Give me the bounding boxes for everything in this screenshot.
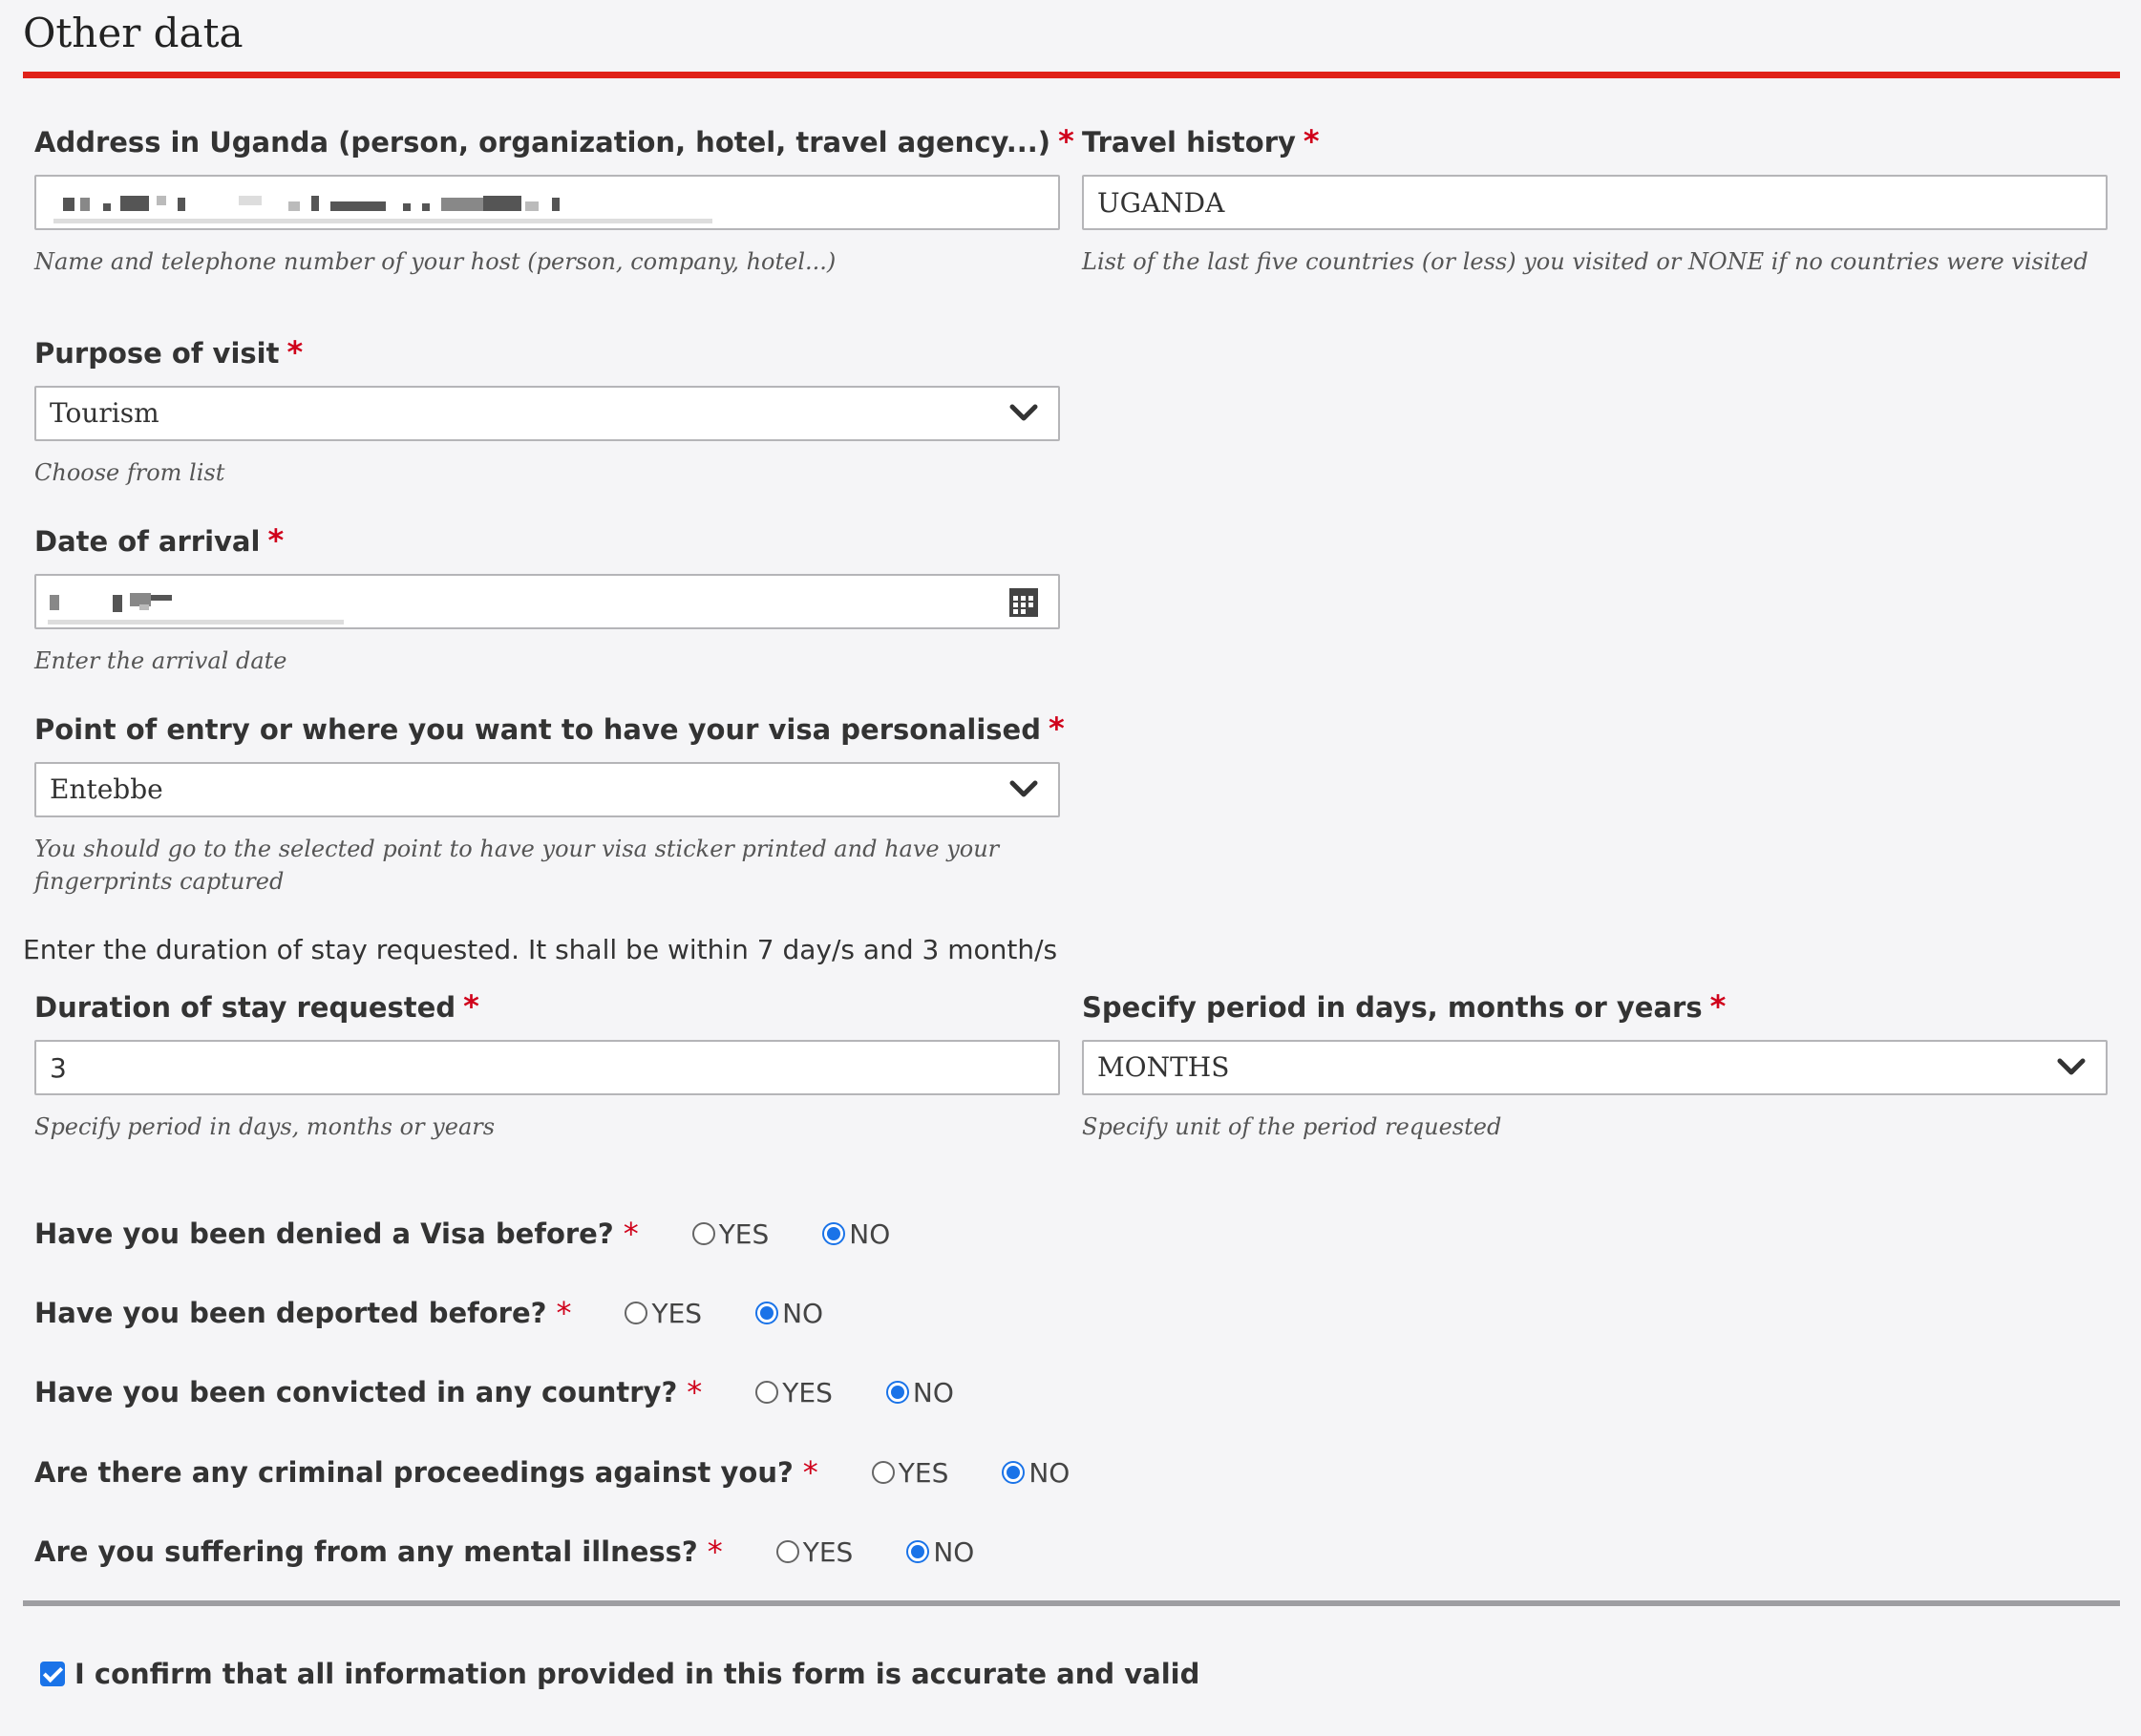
option-label: YES (898, 1456, 949, 1489)
confirm-checkbox[interactable] (40, 1662, 65, 1686)
denied-visa-yes-radio[interactable] (692, 1222, 715, 1245)
convicted-yes-radio[interactable] (755, 1381, 778, 1404)
period-unit-field-group (1082, 987, 2108, 1143)
required-marker: * (623, 1216, 639, 1252)
required-marker: * (463, 988, 479, 1025)
entry-point-selected-value: Entebbe (50, 773, 163, 805)
redacted-address-value (48, 184, 716, 226)
travel-history-label: Travel history * (1082, 123, 1320, 159)
period-unit-selected-value: MONTHS (1097, 1051, 1230, 1083)
duration-label: Duration of stay requested * (34, 988, 479, 1025)
address-field-group (34, 122, 1074, 278)
duration-intro-text: Enter the duration of stay requested. It shall be within 7 day/s and 3 month/s (23, 934, 1058, 965)
question-label: Are you suffering from any mental illness? (34, 1535, 698, 1568)
required-marker: * (687, 1374, 703, 1410)
convicted-yes-option[interactable] (755, 1377, 833, 1408)
duration-help: Specify period in days, months or years (34, 1113, 496, 1140)
question-convicted (34, 1371, 954, 1413)
denied-visa-no-radio[interactable] (822, 1222, 845, 1245)
address-input[interactable] (34, 175, 1060, 230)
confirm-row[interactable] (40, 1658, 1199, 1690)
option-label: NO (933, 1535, 975, 1568)
required-marker: * (802, 1454, 818, 1491)
arrival-help: Enter the arrival date (34, 647, 287, 674)
travel-history-input[interactable] (1084, 177, 2106, 228)
deported-yes-radio[interactable] (625, 1302, 647, 1324)
redacted-date-value (48, 583, 353, 625)
denied-visa-no-option[interactable] (822, 1218, 890, 1250)
question-denied-visa (34, 1213, 890, 1255)
required-marker: * (1048, 710, 1065, 747)
convicted-no-option[interactable] (886, 1377, 954, 1408)
convicted-no-radio[interactable] (886, 1381, 909, 1404)
required-marker: * (707, 1534, 723, 1570)
denied-visa-yes-option[interactable] (692, 1218, 770, 1250)
travel-history-field-group (1082, 122, 2108, 278)
section-title: Other data (23, 10, 244, 56)
required-marker: * (1303, 123, 1320, 159)
arrival-field-group (34, 521, 1060, 677)
option-label: YES (802, 1535, 854, 1568)
option-label: NO (912, 1376, 954, 1408)
deported-no-radio[interactable] (755, 1302, 778, 1324)
purpose-selected-value: Tourism (50, 397, 159, 429)
duration-input[interactable] (36, 1042, 1058, 1093)
question-label: Have you been deported before? (34, 1297, 547, 1329)
deported-no-option[interactable] (755, 1298, 823, 1329)
question-mental-illness (34, 1531, 974, 1573)
entry-point-select[interactable] (34, 762, 1060, 817)
option-label: YES (782, 1376, 833, 1408)
address-label: Address in Uganda (person, organization, hotel, travel agency...) * (34, 123, 1074, 159)
mental-illness-no-radio[interactable] (906, 1540, 929, 1563)
travel-history-input-box[interactable] (1082, 175, 2108, 230)
purpose-label: Purpose of visit * (34, 334, 304, 370)
period-unit-select[interactable] (1082, 1040, 2108, 1095)
section-divider (23, 72, 2120, 78)
deported-yes-option[interactable] (625, 1298, 702, 1329)
confirm-label: I confirm that all information provided in this form is accurate and valid (74, 1658, 1200, 1690)
criminal-proceedings-yes-option[interactable] (872, 1457, 949, 1489)
arrival-date-input[interactable] (34, 574, 1060, 629)
purpose-select[interactable] (34, 386, 1060, 441)
option-label: YES (651, 1297, 703, 1329)
duration-input-box[interactable] (34, 1040, 1060, 1095)
criminal-proceedings-no-radio[interactable] (1002, 1461, 1025, 1484)
duration-field-group (34, 987, 1060, 1143)
option-label: NO (849, 1217, 891, 1250)
option-label: NO (1028, 1456, 1070, 1489)
required-marker: * (1058, 123, 1074, 159)
travel-history-help: List of the last five countries (or less) you visited or NONE if no countries were visited (1082, 248, 2088, 275)
question-label: Have you been convicted in any country? (34, 1376, 678, 1408)
calendar-icon[interactable] (1008, 587, 1039, 618)
chevron-down-icon (1007, 395, 1041, 430)
arrival-label: Date of arrival * (34, 522, 285, 559)
criminal-proceedings-no-option[interactable] (1002, 1457, 1070, 1489)
mental-illness-yes-radio[interactable] (776, 1540, 799, 1563)
purpose-field-group (34, 333, 1060, 489)
period-unit-label: Specify period in days, months or years * (1082, 988, 1727, 1025)
entry-point-label: Point of entry or where you want to have your visa personalised * (34, 710, 1065, 747)
mental-illness-no-option[interactable] (906, 1536, 974, 1568)
required-marker: * (1709, 988, 1727, 1025)
required-marker: * (286, 334, 304, 370)
question-label: Have you been denied a Visa before? (34, 1217, 614, 1250)
period-unit-help: Specify unit of the period requested (1082, 1113, 1502, 1140)
option-label: YES (718, 1217, 770, 1250)
confirm-divider (23, 1600, 2120, 1606)
chevron-down-icon (1007, 772, 1041, 806)
entry-point-help: You should go to the selected point to have your visa sticker printed and have your fingerprints captured (34, 836, 1000, 895)
question-deported (34, 1292, 823, 1334)
address-help: Name and telephone number of your host (person, company, hotel...) (34, 248, 837, 275)
entry-point-field-group (34, 709, 1065, 898)
chevron-down-icon (2054, 1049, 2088, 1084)
question-criminal-proceedings (34, 1451, 1070, 1493)
required-marker: * (556, 1295, 572, 1331)
mental-illness-yes-option[interactable] (776, 1536, 854, 1568)
criminal-proceedings-yes-radio[interactable] (872, 1461, 895, 1484)
question-label: Are there any criminal proceedings against you? (34, 1456, 794, 1489)
option-label: NO (782, 1297, 824, 1329)
purpose-help: Choose from list (34, 459, 225, 486)
required-marker: * (267, 522, 285, 559)
